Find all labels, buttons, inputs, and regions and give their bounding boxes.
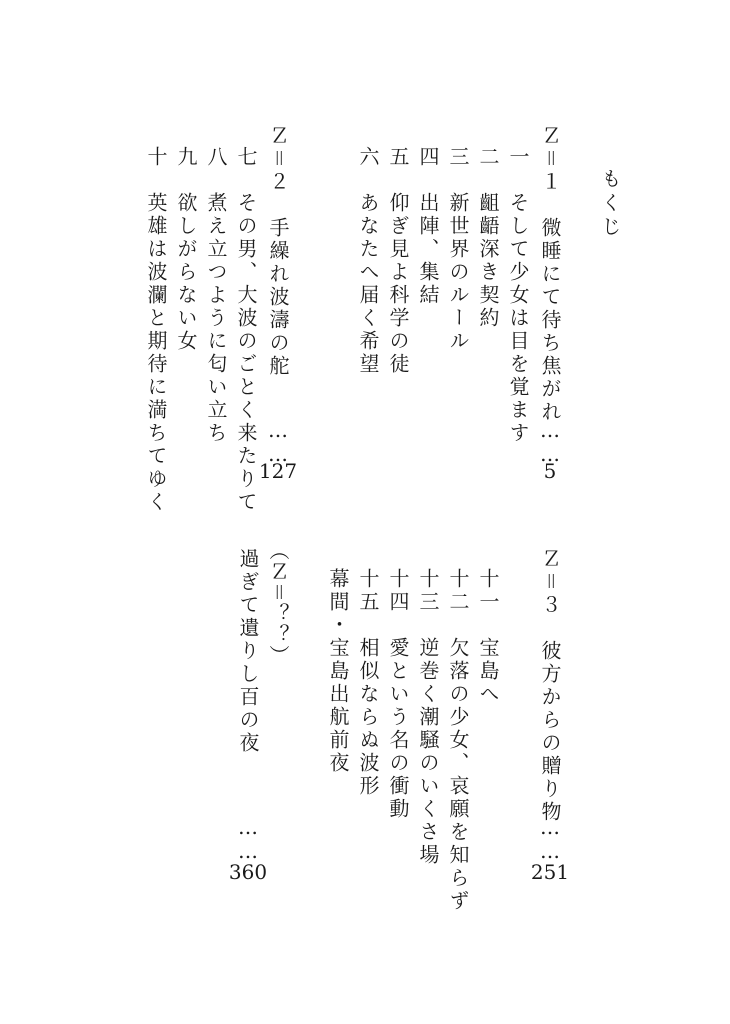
chapter-12-number: 十二	[446, 568, 470, 614]
chapter-10-title: 英雄は波瀾と期待に満ちてゆく	[144, 192, 168, 514]
chapter-7-number: 七	[234, 146, 258, 169]
chapter-14-number: 十四	[386, 568, 410, 614]
section-1-title: 微睡にて待ち焦がれ	[538, 217, 562, 424]
section-3-page-number: 251	[530, 860, 570, 884]
section-2-heading[interactable]	[268, 125, 288, 378]
section-3-number: Ｚ＝３	[538, 548, 562, 617]
chapter-11[interactable]	[478, 568, 498, 706]
section-2-number: Ｚ＝２	[266, 125, 290, 194]
chapter-2[interactable]	[478, 146, 498, 330]
section-3-leader-dots: ……	[538, 815, 562, 863]
chapter-11-number: 十一	[476, 568, 500, 614]
page-title: もくじ	[598, 168, 622, 240]
chapter-3[interactable]	[448, 146, 468, 353]
chapter-12-title: 欠落の少女、哀願を知らず	[446, 637, 470, 913]
chapter-9-number: 九	[174, 146, 198, 169]
section-4-leader-dots: ……	[236, 815, 260, 863]
chapter-1-title: そして少女は目を覚ます	[506, 192, 530, 445]
chapter-4-title: 出陣、集結	[416, 192, 440, 307]
chapter-6-number: 六	[356, 146, 380, 169]
chapter-13-title: 逆巻く潮騒のいくさ場	[416, 637, 440, 867]
chapter-10[interactable]	[146, 146, 166, 514]
chapter-10-number: 十	[144, 146, 168, 169]
chapter-6-title: あなたへ届く希望	[356, 192, 380, 376]
chapter-8-title: 煮え立つように匂い立ち	[204, 192, 228, 445]
section-1-heading[interactable]	[540, 125, 560, 424]
section-3-heading[interactable]	[540, 548, 560, 824]
chapter-5-title: 仰ぎ見よ科学の徒	[386, 192, 410, 376]
chapter-4-number: 四	[416, 146, 440, 169]
chapter-1-number: 一	[506, 146, 530, 169]
chapter-5[interactable]	[388, 146, 408, 376]
chapter-11-title: 宝島へ	[476, 637, 500, 706]
section-4-heading[interactable]: （Ｚ＝？？）	[266, 540, 290, 666]
chapter-2-title: 齟齬深き契約	[476, 192, 500, 330]
chapter-15-number: 十五	[356, 568, 380, 614]
chapter-3-title: 新世界のルール	[446, 192, 470, 353]
chapter-2-number: 二	[476, 146, 500, 169]
chapter-7[interactable]	[236, 146, 256, 514]
section-3-title: 彼方からの贈り物	[538, 640, 562, 824]
section-1-number: Ｚ＝１	[538, 125, 562, 194]
chapter-1[interactable]	[508, 146, 528, 445]
chapter-9[interactable]	[176, 146, 196, 353]
chapter-8-number: 八	[204, 146, 228, 169]
chapter-5-number: 五	[386, 146, 410, 169]
section-2-title: 手繰れ波濤の舵	[266, 217, 290, 378]
chapter-9-title: 欲しがらない女	[174, 192, 198, 353]
chapter-15-title: 相似ならぬ波形	[356, 637, 380, 798]
chapter-3-number: 三	[446, 146, 470, 169]
chapter-8[interactable]	[206, 146, 226, 445]
section-1-leader-dots: ……	[538, 418, 562, 466]
chapter-14-title: 愛という名の衝動	[386, 637, 410, 821]
section-2-leader-dots: ……	[266, 418, 290, 466]
section-4-title[interactable]: 過ぎて遺りし百の夜	[236, 548, 260, 755]
chapter-7-title: その男、大波のごとく来たりて	[234, 192, 258, 514]
chapter-13[interactable]	[418, 568, 438, 867]
chapter-14[interactable]	[388, 568, 408, 821]
section-1-page-number: 5	[543, 459, 557, 483]
chapter-13-number: 十三	[416, 568, 440, 614]
section-2-page-number: 127	[258, 459, 298, 483]
chapter-4[interactable]	[418, 146, 438, 307]
chapter-15[interactable]	[358, 568, 378, 798]
chapter-12[interactable]	[448, 568, 468, 913]
section-4-page-number: 360	[228, 860, 268, 884]
chapter-6[interactable]	[358, 146, 378, 376]
interlude-entry[interactable]: 幕間・宝島出航前夜	[326, 568, 350, 775]
